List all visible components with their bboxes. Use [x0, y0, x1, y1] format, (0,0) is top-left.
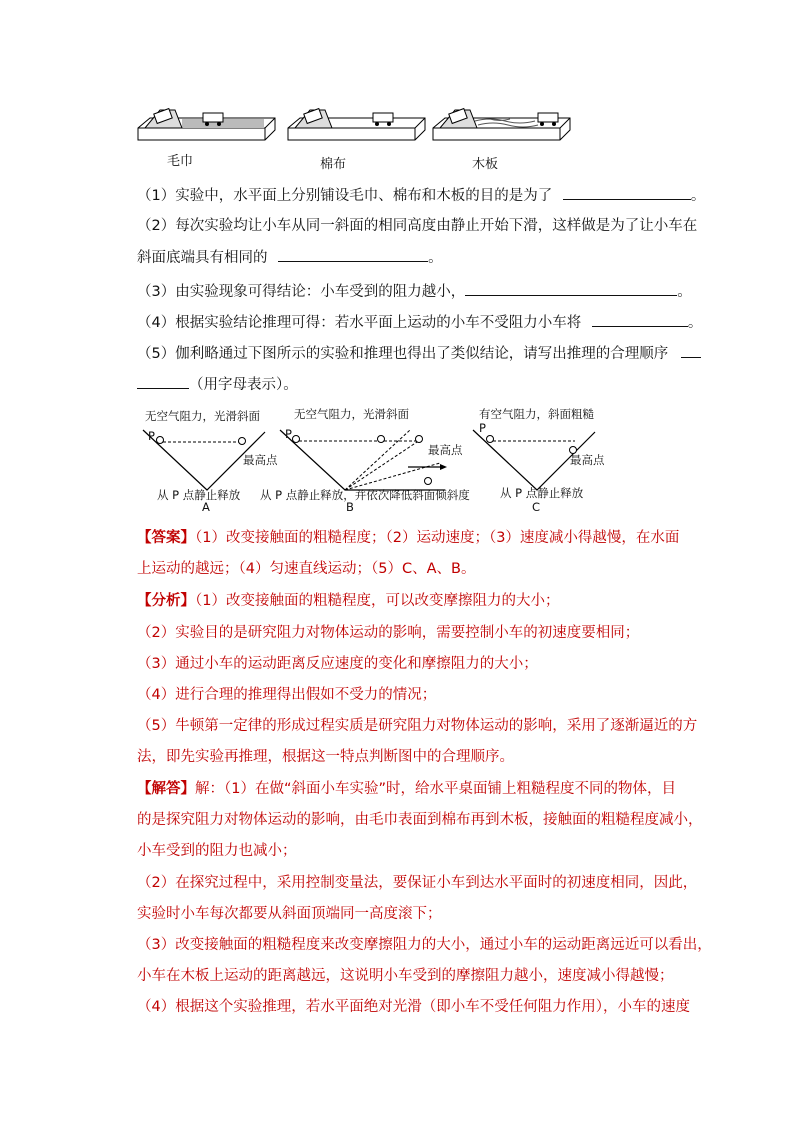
label-cotton: 棉布: [320, 157, 347, 172]
setup-wood: [433, 109, 570, 140]
answer-line-1: [137, 528, 679, 548]
analysis-line-6: 法，即先实验再推理，根据这一特点判断图中的合理顺序。: [137, 749, 514, 765]
period: 。: [687, 315, 703, 331]
analysis-tag: 【分析】: [137, 593, 195, 609]
answer-blank-3[interactable]: [465, 281, 677, 296]
period: 。: [428, 250, 443, 266]
solution-line-1: [137, 779, 676, 799]
answer-text-1: （1）改变接触面的粗糙程度；（2）运动速度；（3）速度减小得越慢，在水面: [195, 530, 680, 546]
question-5b: [137, 374, 298, 395]
diagram-b-top: 无空气阻力，光滑斜面: [294, 407, 409, 421]
diagram-b-high: 最高点: [428, 443, 463, 457]
analysis-line-1: [137, 591, 559, 611]
diagram-c-high: 最高点: [570, 453, 605, 467]
diagram-b-letter: B: [346, 500, 354, 514]
diagram-a-p: P: [148, 429, 155, 443]
figure-surfaces: [0, 108, 794, 168]
solution-line-5: 实验时小车每次都要从斜面顶端同一高度滚下；: [137, 906, 442, 922]
question-2b-text: 斜面底端具有相同的: [137, 250, 268, 266]
solution-tag: 【解答】: [137, 781, 195, 797]
analysis-line-4: （4）进行合理的推理得出假如不受力的情况；: [137, 687, 437, 703]
solution-line-7: 小车在木板上运动的距离越远，这说明小车受到的摩擦阻力越小，速度减小得越慢；: [137, 968, 674, 984]
diagram-a-bottom: 从 P 点静止释放: [157, 488, 241, 502]
diagram-b-bottom: 从 P 点静止释放，并依次降低斜面倾斜度: [260, 488, 470, 502]
solution-line-8: （4）根据这个实验推理，若水平面绝对光滑（即小车不受任何阻力作用），小车的速度: [137, 999, 690, 1015]
solution-text-1: 解：（1）在做“斜面小车实验”时，给水平桌面铺上粗糙程度不同的物体，目: [195, 781, 676, 797]
answer-blank-4[interactable]: [592, 312, 688, 327]
setup-towel: [138, 109, 275, 140]
label-towel: 毛巾: [167, 154, 194, 169]
diagram-c-p: P: [479, 421, 486, 435]
solution-line-3: 小车受到的阻力也减小；: [137, 843, 297, 859]
analysis-line-2: （2）实验目的是研究阻力对物体运动的影响，需要控制小车的初速度要相同；: [137, 625, 640, 641]
question-1: [137, 185, 705, 206]
question-4: [137, 312, 702, 333]
answer-line-2: 上运动的越远；（4）匀速直线运动；（5）C、A、B。: [137, 561, 476, 577]
label-wood: 木板: [472, 157, 499, 172]
question-2b: [137, 247, 443, 268]
period: 。: [690, 188, 706, 204]
diagram-b: [280, 430, 447, 490]
setup-cotton: [288, 109, 425, 140]
answer-blank-1[interactable]: [563, 185, 691, 200]
diagram-c-bottom: 从 P 点静止释放: [500, 486, 584, 500]
question-5a: [137, 343, 701, 364]
answer-tag: 【答案】: [137, 530, 195, 546]
question-3: [137, 281, 692, 302]
question-3-text: （3）由实验现象可得结论：小车受到的阻力越小，: [137, 284, 466, 300]
question-5b-text: （用字母表示）。: [189, 377, 298, 393]
answer-blank-5a[interactable]: [681, 343, 701, 358]
analysis-line-5: （5）牛顿第一定律的形成过程实质是研究阻力对物体运动的影响，采用了逐渐逼近的方: [137, 718, 698, 734]
diagram-a-letter: A: [202, 500, 210, 514]
analysis-line-3: （3）通过小车的运动距离反应速度的变化和摩擦阻力的大小；: [137, 656, 538, 672]
answer-blank-5b[interactable]: [137, 374, 189, 389]
diagram-c-top: 有空气阻力，斜面粗糙: [479, 407, 594, 421]
question-4-text: （4）根据实验结论推理可得：若水平面上运动的小车不受阻力小车将: [137, 315, 582, 331]
diagram-c-letter: C: [532, 500, 541, 514]
diagram-a-top: 无空气阻力，光滑斜面: [145, 409, 260, 423]
question-2a: （2）每次实验均让小车从同一斜面的相同高度由静止开始下滑，这样做是为了让小车在: [137, 218, 698, 234]
diagram-b-p: P: [285, 427, 292, 441]
solution-line-6: （3）改变接触面的粗糙程度来改变摩擦阻力的大小，通过小车的运动距离远近可以看出，: [137, 937, 712, 953]
period: 。: [677, 284, 692, 300]
analysis-text-1: （1）改变接触面的粗糙程度，可以改变摩擦阻力的大小；: [195, 593, 560, 609]
solution-line-4: （2）在探究过程中，采用控制变量法，要保证小车到达水平面时的初速度相同，因此，: [137, 875, 698, 891]
diagram-a-high: 最高点: [243, 453, 278, 467]
solution-line-2: 的是探究阻力对物体运动的影响，由毛巾表面到棉布再到木板，接触面的粗糙程度减小，: [137, 812, 703, 828]
question-5a-text: （5）伽利略通过下图所示的实验和推理也得出了类似结论，请写出推理的合理顺序: [137, 346, 669, 362]
answer-blank-2[interactable]: [278, 247, 428, 262]
question-1-text: （1）实验中，水平面上分别铺设毛巾、棉布和木板的目的是为了: [137, 188, 553, 204]
